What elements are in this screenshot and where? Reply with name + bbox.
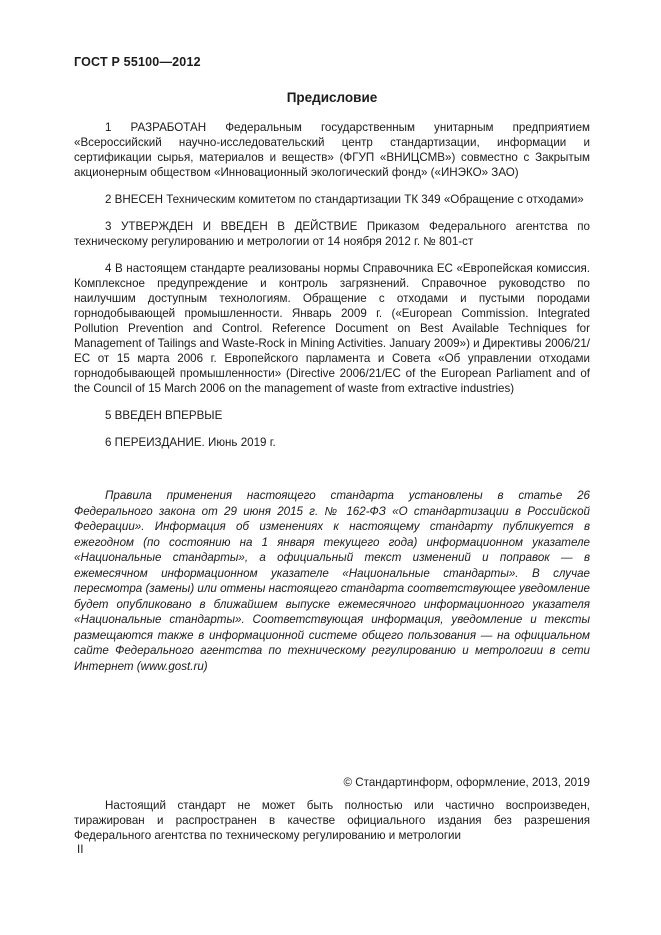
foreword-item-4: 4 В настоящем стандарте реализованы нормы Справочника ЕС «Европейская комиссия. Комплексное предупреждение и контроль загрязнений. Справочное руководство по наилучшим доступным технологиям. Обращение с отходами и пустыми породами горнодобывающей промышленности. Январь 2009 г. («European Commission. Integrated Pollution Prevention and Control. Reference Document on Best Available Techniques for Management of Tailings and Waste-Rock in Mining Activities. January 2009») и Директивы 2006/21/ЕС от 15 марта 2006 г. Европейского парламента и Совета «Об управлении отходами горнодобывающей промышленности» (Directive 2006/21/EC of the European Parliament and of the Council of 15 March 2006 on the management of waste from extractive industries): [74, 262, 590, 395]
foreword-item-6: 6 ПЕРЕИЗДАНИЕ. Июнь 2019 г.: [105, 436, 276, 449]
page-content: [74, 0, 590, 674]
reproduction-notice: Настоящий стандарт не может быть полностью или частично воспроизведен, тиражирован и распространен в качестве официального издания без разрешения Федерального агентства по техническому регулированию и метрологии: [74, 799, 590, 842]
copyright-line: © Стандартинформ, оформление, 2013, 2019: [343, 776, 590, 789]
foreword-item-2: 2 ВНЕСЕН Техническим комитетом по стандартизации ТК 349 «Обращение с отходами»: [105, 193, 584, 206]
foreword-item-5: 5 ВВЕДЕН ВПЕРВЫЕ: [105, 409, 223, 422]
page-title: Предисловие: [286, 90, 378, 105]
page-number: II: [77, 843, 84, 856]
doc-number: ГОСТ Р 55100—2012: [74, 55, 201, 69]
foreword-item-1: 1 РАЗРАБОТАН Федеральным государственным унитарным предприятием «Всероссийский научно-исследовательский центр стандартизации, информации и сертификации сырья, материалов и веществ» (ФГУП «ВНИЦСМВ») совместно с Закрытым акционерным обществом «Инновационный экологический фонд» («ИНЭКО» ЗАО): [74, 121, 590, 179]
foreword-item-3: 3 УТВЕРЖДЕН И ВВЕДЕН В ДЕЙСТВИЕ Приказом Федерального агентства по техническому регулированию и метрологии от 14 ноября 2012 г. № 801-ст: [74, 220, 590, 248]
legal-application-note: Правила применения настоящего стандарта установлены в статье 26 Федерального закона от 29 июня 2015 г. № 162-ФЗ «О стандартизации в Российской Федерации». Информация об изменениях к настоящему стандарту публикуется в ежегодном (по состоянию на 1 января текущего года) информационном указателе «Национальные стандарты», а официальный текст изменений и поправок — в ежемесячном информационном указателе «Национальные стандарты». В случае пересмотра (замены) или отмены настоящего стандарта соответствующее уведомление будет опубликовано в ближайшем выпуске ежемесячного информационного указателя «Национальные стандарты». Соответствующая информация, уведомление и тексты размещаются также в информационной системе общего пользования — на официальном сайте Федерального агентства по техническому регулированию и метрологии в сети Интернет (www.gost.ru): [74, 489, 590, 673]
